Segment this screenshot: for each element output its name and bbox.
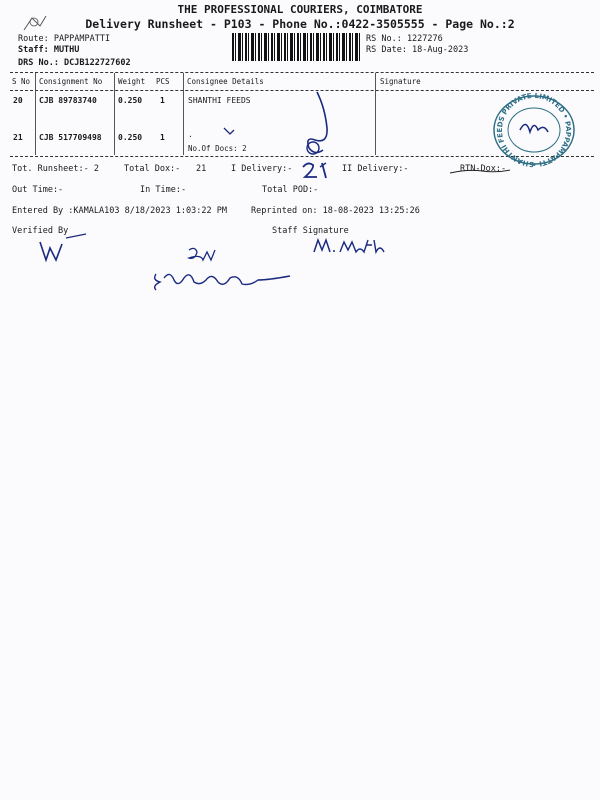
barcode: [232, 33, 360, 61]
drs-number: DRS No.: DCJB122727602: [18, 58, 131, 68]
col-divider: [183, 73, 184, 155]
staff-signature-label: Staff Signature: [272, 226, 349, 236]
row-sno: 20: [13, 96, 23, 105]
entered-by: Entered By :KAMALA103 8/18/2023 1:03:22 PM: [12, 206, 227, 216]
i-delivery-label: I Delivery:-: [231, 164, 293, 174]
ii-delivery-label: II Delivery:-: [342, 164, 409, 174]
col-divider: [375, 73, 376, 155]
staff-label: Staff: MUTHU: [18, 45, 80, 55]
row-consignee: .: [188, 130, 193, 139]
row-weight: 0.250: [118, 96, 143, 105]
col-sno: S No: [12, 77, 31, 86]
initials-signature: [185, 244, 221, 266]
row-sno: 21: [13, 133, 23, 142]
svg-text:SHANTHI FEEDS PRIVATE LIMITED: [496, 92, 572, 168]
row-pcs: 1: [160, 133, 165, 142]
col-consignee: Consignee Details: [187, 77, 264, 86]
rtn-dox-label: RTN-Dox:-: [460, 164, 507, 174]
logo-icon: [22, 12, 48, 32]
handwritten-i-delivery-value: [300, 160, 336, 180]
col-divider: [35, 73, 36, 155]
row-docs-count: No.Of Docs: 2: [188, 144, 247, 153]
col-divider: [114, 73, 115, 155]
handwritten-signature-mark: [295, 88, 345, 160]
out-time-label: Out Time:-: [12, 185, 64, 195]
route-label: Route: PAPPAMPATTI: [18, 34, 111, 44]
handwritten-tick-mark: [222, 126, 238, 138]
row-pcs: 1: [160, 96, 165, 105]
total-dox-label: Total Dox:-: [124, 164, 181, 174]
col-weight: Weight: [118, 77, 146, 86]
reprinted-on: Reprinted on: 18-08-2023 13:25:26: [251, 206, 420, 216]
total-pod-label: Total POD:-: [262, 185, 319, 195]
in-time-label: In Time:-: [140, 185, 187, 195]
col-consignment: Consignment No: [39, 77, 103, 86]
row-consignment: CJB 517709498: [39, 133, 102, 142]
rs-date: RS Date: 18-Aug-2023: [366, 45, 469, 55]
table-top-rule: [10, 72, 594, 73]
staff-signature-handwriting: [312, 236, 392, 258]
handwritten-signature: [150, 266, 300, 294]
row-consignee: SHANTHI FEEDS: [188, 96, 251, 105]
company-title: THE PROFESSIONAL COURIERS, COIMBATORE: [177, 3, 423, 16]
verified-by-label: Verified By: [12, 226, 69, 236]
tot-runsheet: Tot. Runsheet:- 2: [12, 164, 99, 174]
row-consignment: CJB 89783740: [39, 96, 97, 105]
verified-by-signature: [36, 230, 94, 266]
stamp-text: SHANTHI FEEDS PRIVATE LIMITED • PAPPAMPATTI •: [496, 91, 573, 169]
company-stamp: [486, 90, 582, 170]
runsheet-subtitle: Delivery Runsheet - P103 - Phone No.:0422-3505555 - Page No.:2: [85, 17, 515, 31]
rs-number: RS No.: 1227276: [366, 34, 443, 44]
col-signature: Signature: [380, 77, 421, 86]
total-dox-value: 21: [196, 164, 207, 174]
row-weight: 0.250: [118, 133, 143, 142]
col-pcs: PCS: [156, 77, 170, 86]
